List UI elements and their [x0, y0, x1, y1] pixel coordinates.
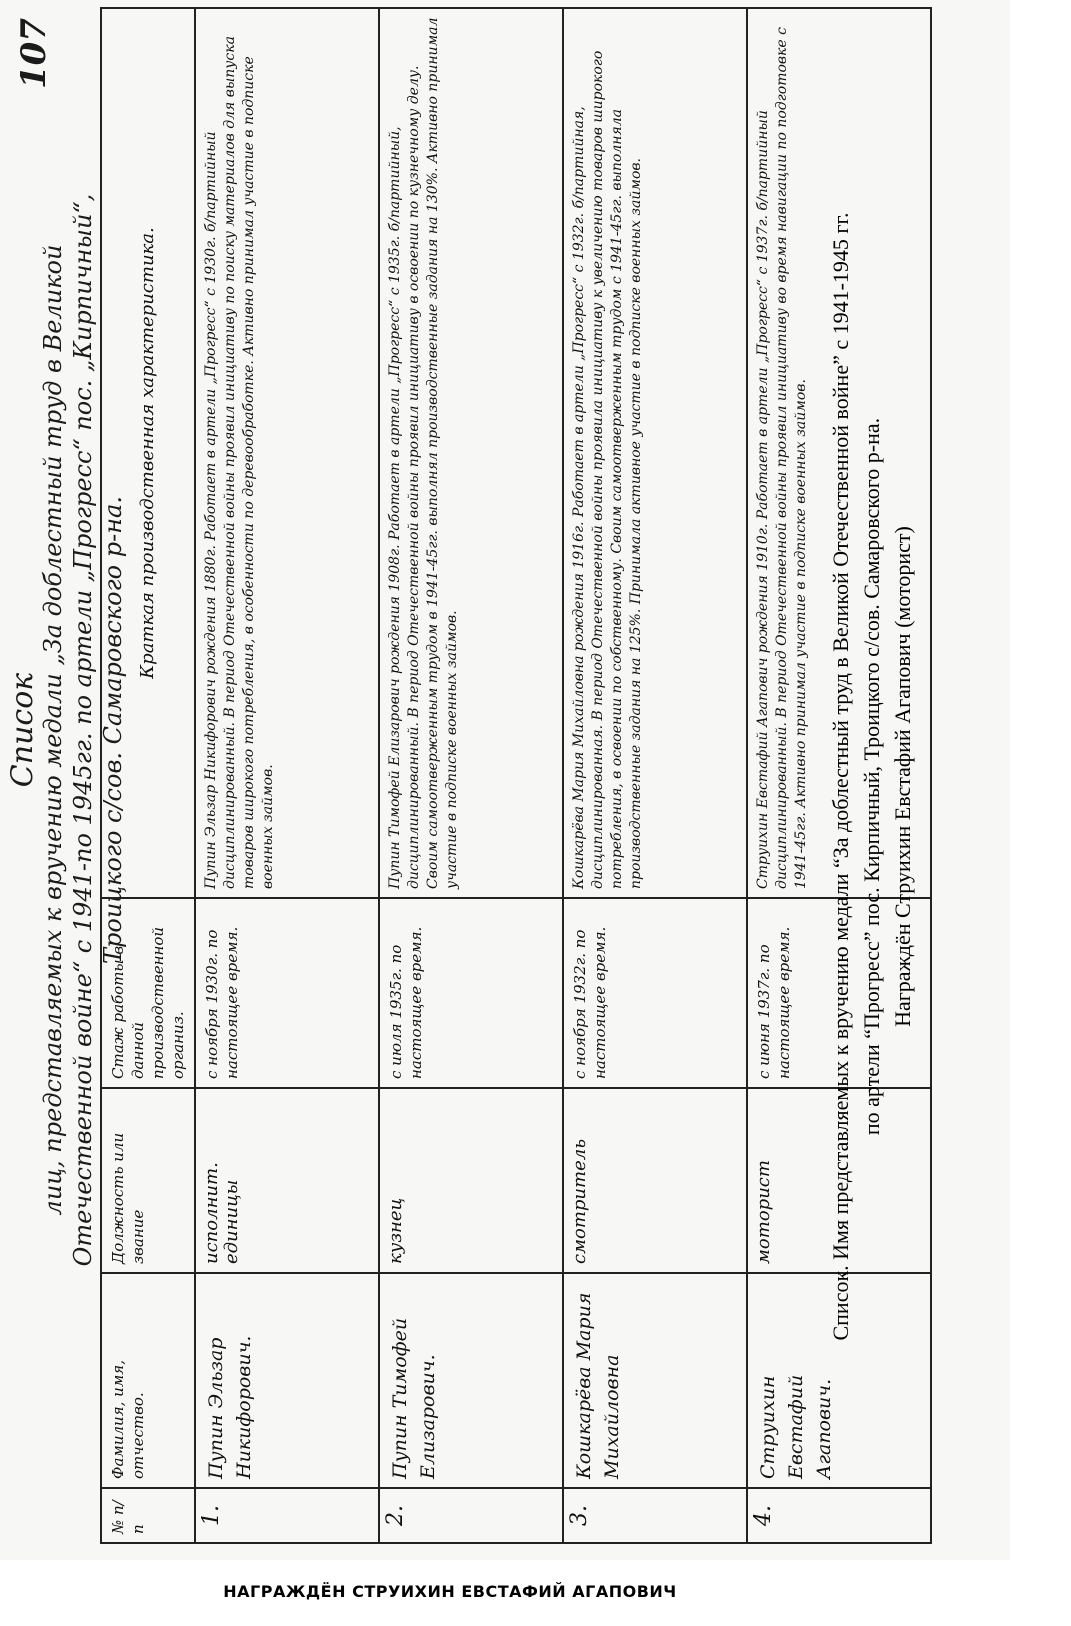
caption-line-1: Список. Имя представляемых к вручению медали “За доблестный труд в Великой Отечественной войне” с 1941-1945 гг. [828, 212, 853, 1341]
caption-line-2: по артели “Прогресс” пос. Кирпичный, Троицкого с/сов. Самаровского р-на. [859, 417, 884, 1136]
row-position: моторист [747, 1088, 931, 1273]
nominee-table [100, 7, 932, 1544]
row-characteristic: Пупин Тимофей Елизарович рождения 1908г. Работает в артели „Прогресс“ с 1935г. б/партийный, дисциплинированный. В период Отечественной войны проявил инициативу в освоении по кузнечному делу. Своим самоотверженным трудом в 1941-45гг. выполнял производственные задания на 130%. Активно принимал участие в подписке военных займов. [379, 8, 563, 898]
row-num: 1. [195, 1488, 379, 1543]
row-position: исполнит. единицы [195, 1088, 379, 1273]
row-num: 4. [747, 1488, 931, 1543]
award-footer: НАГРАЖДЁН СТРУИХИН ЕВСТАФИЙ АГАПОВИЧ [223, 1582, 677, 1601]
caption-line-3: Награждён Струихин Евстафий Агапович (моторист) [890, 526, 915, 1027]
row-name: Пупин Тимофей Елизарович. [379, 1273, 563, 1488]
typed-caption [825, 9, 918, 1544]
row-num: 2. [379, 1488, 563, 1543]
header-period: Стаж работы в данной производственной организ. [101, 898, 195, 1088]
header-num: № п/п [101, 1488, 195, 1543]
row-characteristic: Струихин Евстафий Агапович рождения 1910г. Работает в артели „Прогресс“ с 1937г. б/партийный дисциплинированный. В период Отечественной войны проявил инициативу во время навигации по подготовке с 1941-45гг. Активно принимал участие в подписке военных займов. [747, 8, 931, 898]
row-position: смотритель [563, 1088, 747, 1273]
row-num: 3. [563, 1488, 747, 1543]
header-characteristic: Краткая производственная характеристика. [101, 8, 195, 898]
row-name: Пупин Эльзар Никифорович. [195, 1273, 379, 1488]
row-period: с июля 1935г. по настоящее время. [379, 898, 563, 1088]
header-position: Должность или звание [101, 1088, 195, 1273]
row-name: Кошкарёва Мария Михайловна [563, 1273, 747, 1488]
row-characteristic: Пупин Эльзар Никифорович рождения 1880г. Работает в артели „Прогресс“ с 1930г. б/партийный дисциплинированный. В период Отечественной войны проявил инициативу по поиску материалов для выпуска товаров широкого потребления, в особенности по деревообработке. Активно принимал участие в подписке военных займов. [195, 8, 379, 898]
list-subtitle: лиц, представляемых к вручению медали „За доблестный труд в Великой Отечественной войне“ с 1941-по 1945гг. по артели „Прогресс“ пос. „Кирпичный“, Троицкого с/сов. Самаровского р-на. [39, 193, 127, 1267]
table-row [195, 8, 379, 1543]
page-number: 107 [14, 18, 54, 89]
row-name: Струихин Евстафий Агапович. [747, 1273, 931, 1488]
row-period: с ноября 1930г. по настоящее время. [195, 898, 379, 1088]
row-position: кузнец [379, 1088, 563, 1273]
row-period: с ноября 1932г. по настоящее время. [563, 898, 747, 1088]
list-title: Список [5, 672, 40, 788]
table-row [563, 8, 747, 1543]
table-header-row [101, 8, 195, 1543]
row-characteristic: Кошкарёва Мария Михайловна рождения 1916г. Работает в артели „Прогресс“ с 1932г. б/партийная, дисциплинированная. В период Отечественной войны проявила инициативу к увеличению товаров широкого потребления, в освоении по собственному. Своим самоотверженным трудом с 1941-45гг. выполняла производственные задания на 125%. Принимала активное участие в подписке военных займов. [563, 8, 747, 898]
header-name: Фамилия, имя, отчество. [101, 1273, 195, 1488]
row-period: с июня 1937г. по настоящее время. [747, 898, 931, 1088]
table-row [379, 8, 563, 1543]
